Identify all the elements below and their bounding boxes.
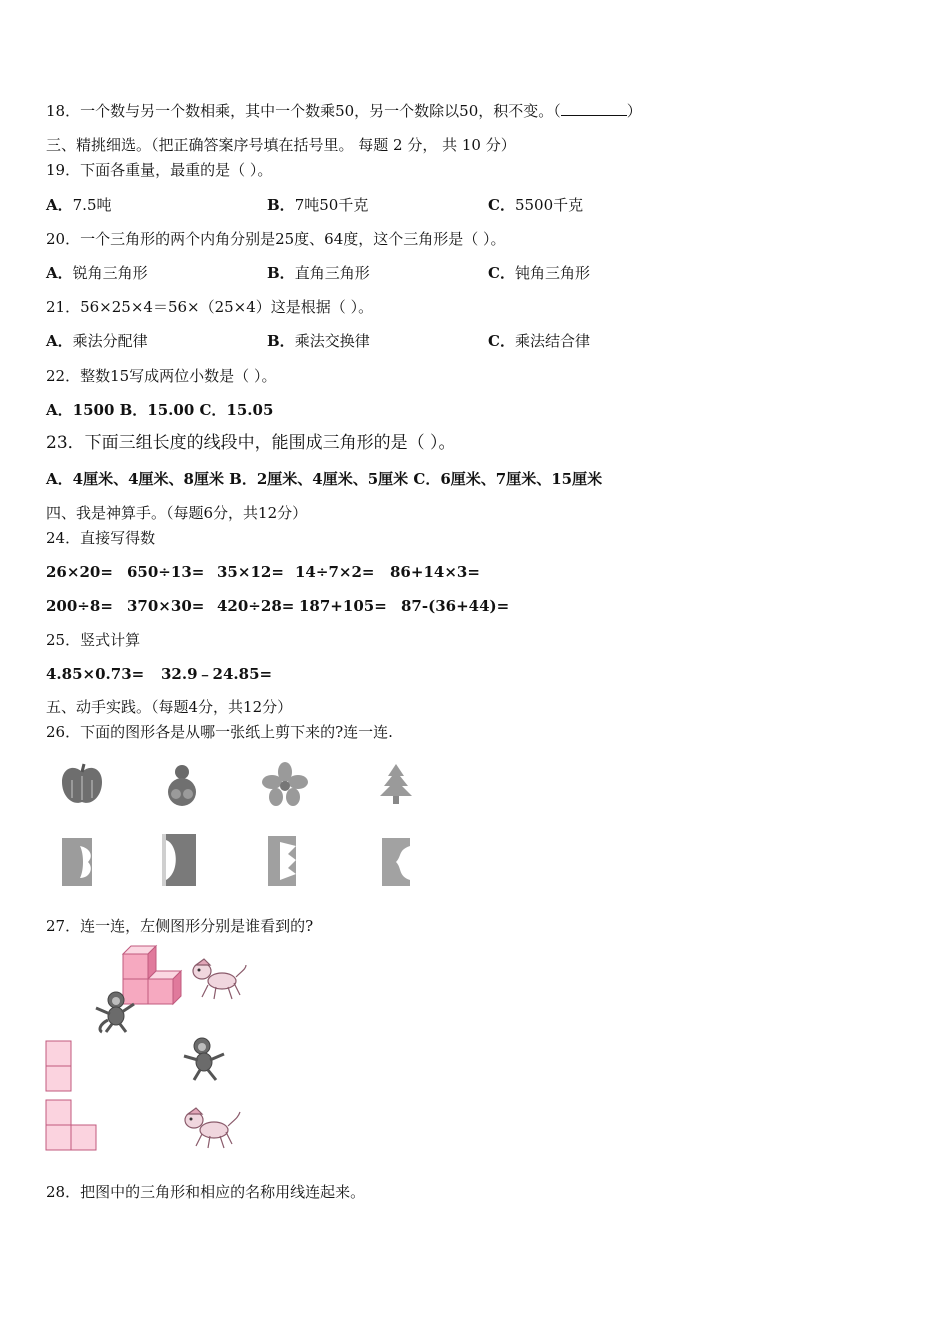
q20-option-a[interactable]: A．锐角三角形	[46, 264, 148, 282]
question-20-stem: 20．一个三角形的两个内角分别是25度、64度，这个三角形是（ ）。	[46, 230, 506, 248]
question-28-stem: 28．把图中的三角形和相应的名称用线连起来。	[46, 1183, 366, 1201]
cut-paper-3[interactable]	[266, 834, 300, 888]
q21-option-a[interactable]: A．乘法分配律	[46, 332, 148, 350]
monkey-icon[interactable]	[180, 1036, 230, 1082]
flower-shape-icon[interactable]	[262, 762, 308, 808]
gourd-shape-icon[interactable]	[160, 760, 204, 808]
cut-paper-4[interactable]	[380, 836, 414, 888]
q21-option-b[interactable]: B．乘法交换律	[267, 332, 370, 350]
calc-item: 26×20=	[46, 563, 113, 581]
cut-paper-2[interactable]	[160, 832, 200, 888]
view-shape-l[interactable]	[45, 1099, 99, 1151]
q19-option-b[interactable]: B．7吨50千克	[267, 196, 369, 214]
question-21-stem: 21．56×25×4＝56×（25×4）这是根据（ ）。	[46, 298, 374, 316]
calc-item: 35×12=	[217, 563, 284, 581]
question-18: 18．一个数与另一个数相乘，其中一个数乘50，另一个数除以50，积不变。（ ）	[46, 102, 642, 120]
dog-icon[interactable]	[182, 1104, 242, 1150]
dog-icon	[190, 957, 248, 1003]
question-25-stem: 25．竖式计算	[46, 631, 141, 649]
calc-item: 87-(36+44)=	[401, 597, 510, 615]
section-4-heading: 四、我是神算手。（每题6分，共12分）	[46, 504, 308, 522]
question-24-stem: 24．直接写得数	[46, 529, 156, 547]
calc-item: 650÷13=	[127, 563, 205, 581]
vertical-calc-item: 4.85×0.73=	[46, 665, 145, 683]
answer-blank[interactable]	[561, 101, 627, 116]
section-5-heading: 五、动手实践。（每题4分，共12分）	[46, 698, 293, 716]
q18-text: 18．一个数与另一个数相乘，其中一个数乘50，另一个数除以50，积不变。（	[46, 102, 561, 120]
monkey-icon	[92, 990, 138, 1034]
question-23-stem: 23．下面三组长度的线段中，能围成三角形的是（ ）。	[46, 433, 456, 453]
q20-option-c[interactable]: C．钝角三角形	[488, 264, 590, 282]
q19-option-c[interactable]: C．5500千克	[488, 196, 584, 214]
question-26-stem: 26．下面的图形各是从哪一张纸上剪下来的?连一连.	[46, 723, 393, 741]
question-22-stem: 22．整数15写成两位小数是（ ）。	[46, 367, 277, 385]
calc-item: 187+105=	[299, 597, 387, 615]
tree-shape-icon[interactable]	[374, 762, 418, 808]
section-3-heading: 三、精挑细选。（把正确答案序号填在括号里。 每题 2 分， 共 10 分）	[46, 136, 516, 154]
view-shape-column[interactable]	[45, 1040, 73, 1092]
calc-item: 420÷28=	[217, 597, 295, 615]
q20-option-b[interactable]: B．直角三角形	[267, 264, 370, 282]
calc-item: 370×30=	[127, 597, 205, 615]
q23-options[interactable]: A．4厘米、4厘米、8厘米 B．2厘米、4厘米、5厘米 C．6厘米、7厘米、15厘米	[46, 470, 603, 488]
cut-paper-1[interactable]	[60, 836, 96, 888]
calc-item: 86+14×3=	[390, 563, 480, 581]
q19-option-a[interactable]: A．7.5吨	[46, 196, 112, 214]
q21-option-c[interactable]: C．乘法结合律	[488, 332, 590, 350]
vertical-calc-item: 32.9﹣24.85=	[161, 665, 273, 683]
q22-options[interactable]: A．1500 B．15.00 C．15.05	[46, 401, 274, 419]
question-19-stem: 19．下面各重量，最重的是（ ）。	[46, 161, 273, 179]
calc-item: 14÷7×2=	[295, 563, 375, 581]
question-27-stem: 27．连一连，左侧图形分别是谁看到的?	[46, 917, 314, 935]
apple-shape-icon[interactable]	[58, 762, 106, 808]
calc-item: 200÷8=	[46, 597, 113, 615]
